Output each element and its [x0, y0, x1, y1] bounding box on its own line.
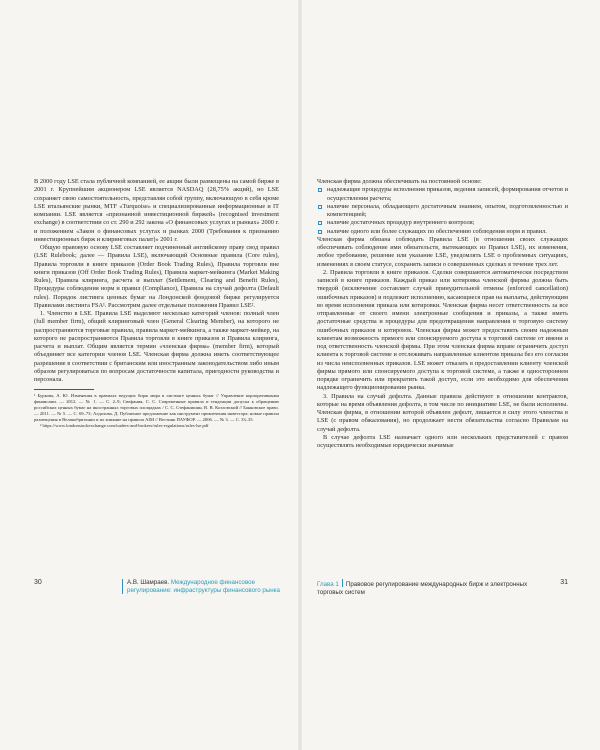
list-item: наличие достаточных процедур внутреннего контроля; — [317, 219, 568, 227]
footnote-rule — [34, 389, 94, 390]
right-paragraph-3: 3. Правила на случай дефолта. Данные правила действуют в отношении контрактов, которые на время объявления дефолта, в том числе по инициативе LSE, не были исполнены. Членская фирма, в отношении которой объявлен дефолт, лишается в силу этого членства в LSE (с правом обжалования), но продолжает нести обязательства согласно Правилам на случай дефолта. — [317, 392, 568, 433]
requirements-list — [317, 186, 568, 236]
right-page-number: 31 — [560, 579, 568, 586]
running-head-separator — [342, 579, 343, 587]
left-paragraph-2: Общую правовую основу LSE составляет подчиненный английскому праву свод правил (LSE Rulebook; далее — Правила LSE), включающий Основные правила (Core rules), Правила торговли в книге приказов (Order Book Trading Rules), Правила торговли вне книги приказов (Off Order Book Trading Rules), Правила маркет-мейкинга (Market Making Rules), Правила клиринга, расчета и выплат (Settlement, Clearing and Benefit Rules), Процедуры соблюдения норм и правил (Compliance), Правила на случай дефолта (Default rules). Порядок листинга ценных бумаг на Лондонской фондовой бирже регулируется Правилами листинга FSA¹. Рассмотрим далее отдельные положения Правил LSE². — [34, 244, 279, 309]
running-head-right — [317, 579, 553, 596]
running-head-left — [122, 579, 287, 594]
running-head-book-title: Международное финансовое регулирование: инфраструктуры финансового рынка — [127, 579, 280, 594]
list-item: наличие одного или более служащих по обеспечению соблюдения норм и правил. — [317, 228, 568, 236]
right-page — [300, 0, 600, 750]
right-page-body — [317, 178, 568, 450]
running-head-author: А.В. Шамраев. — [127, 579, 170, 586]
chapter-label: Глава 1 — [317, 581, 339, 588]
left-page-number: 30 — [34, 579, 42, 586]
footnote-1: ¹ Буркова, А. Ю. Изменения в правилах ведущих бирж мира в листинге ценных бумаг // Управление корпоративными финансами. — 2012. — № 1. — С. 2–9; Свефания, С. С. Современные правила и тенденции допуска к обращению российских ценных бумаг на иностранных торговых площадках / С. С. Стефанишин, В. В. Козловский // Банковское право. — 2011. — № 5. — С. 69–73; Алдохова, Д. Публичное предложение как инструмент привлечения инвестора: новые правила размещения в Великобритании и их влияние на правила AIM // Вестник ПАУФОР. — 2006. — № 3. — С. 33–35. — [34, 393, 279, 422]
left-paragraph-1: В 2000 году LSE стала публичной компанией, ее акции были размещены на самой бирже в 2001 г. Крупнейшим акционером LSE является NASDAQ (28,75% акций), но LSE сохраняет свою самостоятельность, представляя собой группу, включающую в себя кроме LSE итальянские рынки, MTF «Turquoise» и специализированные информационные и IT компании. LSE является «признанной инвестиционной биржей» (recognised investment exchange) в соответствии со ст. 290 и 292 закона «О финансовых услугах и рынках» 2000 г. и положением «Закон о финансовых услугах и рынках 2000 (Требования к признанию инвестиционных бирж и клиринговых палат)» 2001 г. — [34, 178, 279, 243]
footnote-2: ² https://www.londonstockexchange.com/traders-and-brokers/rules-regulations/rules-lse.pdf — [40, 422, 209, 428]
left-paragraph-3: 1. Членство в LSE. Правила LSE выделяют несколько категорий членов: полный член (full member firm), общий клиринговый член (General Clearing Member), на которого не распространяются торговые правила, правила маркет-мейкинга, а также маркет-мейкер, на которого не распространяются Правила торговли в книге приказов и Правила клиринга, расчета и выплат. Общим является термин «членская фирма» (member firm), который объединяет все категории членов LSE. Членская фирма должна иметь соответствующее разрешение в соответствии с британским или иностранным законодательством либо иным образом регулироваться по вопросам достаточности капитала, пригодности руководства и персонала. — [34, 310, 279, 383]
list-item: надлежащие процедуры исполнения приказов, ведения записей, формирования отчетов и осуществления расчета; — [317, 186, 568, 203]
right-intro: Членская фирма должна обеспечивать на постоянной основе: — [317, 178, 482, 185]
right-paragraph-1: Членская фирма обязана соблюдать Правила LSE (в отношении своих служащих обеспечивать соблюдение ими обязательств, вытекающих из Правил LSE), их изменения, любое требование, решение или указание LSE, уведомлять LSE о проблемных ситуациях, изменениях в своем статусе, сохранять записи о совершенных сделках в течение трех лет. — [317, 235, 568, 268]
left-page-body — [34, 178, 279, 429]
right-paragraph-2: 2. Правила торговли в книге приказов. Сделки совершаются автоматически посредством записей в книге приказов. Каждый приказ или котировка членской фирмы должна быть твердой (исключение составляет случай принудительной отмены (enforced cancellation) ошибочных приказов) и подлежит исполнению, касающиеся прав на выплаты, действующим во время исполнения приказа или котировки. Членская фирма несет ответственность за все отправленные от своего имени электронные сообщения и приказы, а также иметь достаточные средства и процедуры для предотвращения направления в торговую систему ошибочных приказов и котировок. Членская фирма может предоставить своим надежным клиентам возможность прямого или спонсируемого доступа к торговой системе от имени и под ответственность членской фирмы. При этом членская фирма вправе ограничить доступ клиента к торговой системе и отслеживать направленные клиентом приказы без его согласия из числа неисполненных приказов. LSE может отказать в предоставлении клиенту членской фирмы прямого или спонсируемого доступа к торговой системе, а также в одностороннем порядке ограничить или прекратить такой доступ, если это необходимо для обеспечения надлежащего функционирования рынка. — [317, 268, 568, 392]
list-item: наличие персонала, обладающего достаточным знанием, опытом, подготовленностью и компетенцией; — [317, 203, 568, 220]
right-paragraph-4: В случае дефолта LSE назначает одного или нескольких представителей с правом осуществлять необходимые юридически значимые — [317, 433, 568, 449]
chapter-title: Правовое регулирование международных бирж и электронных торговых систем — [317, 581, 528, 596]
